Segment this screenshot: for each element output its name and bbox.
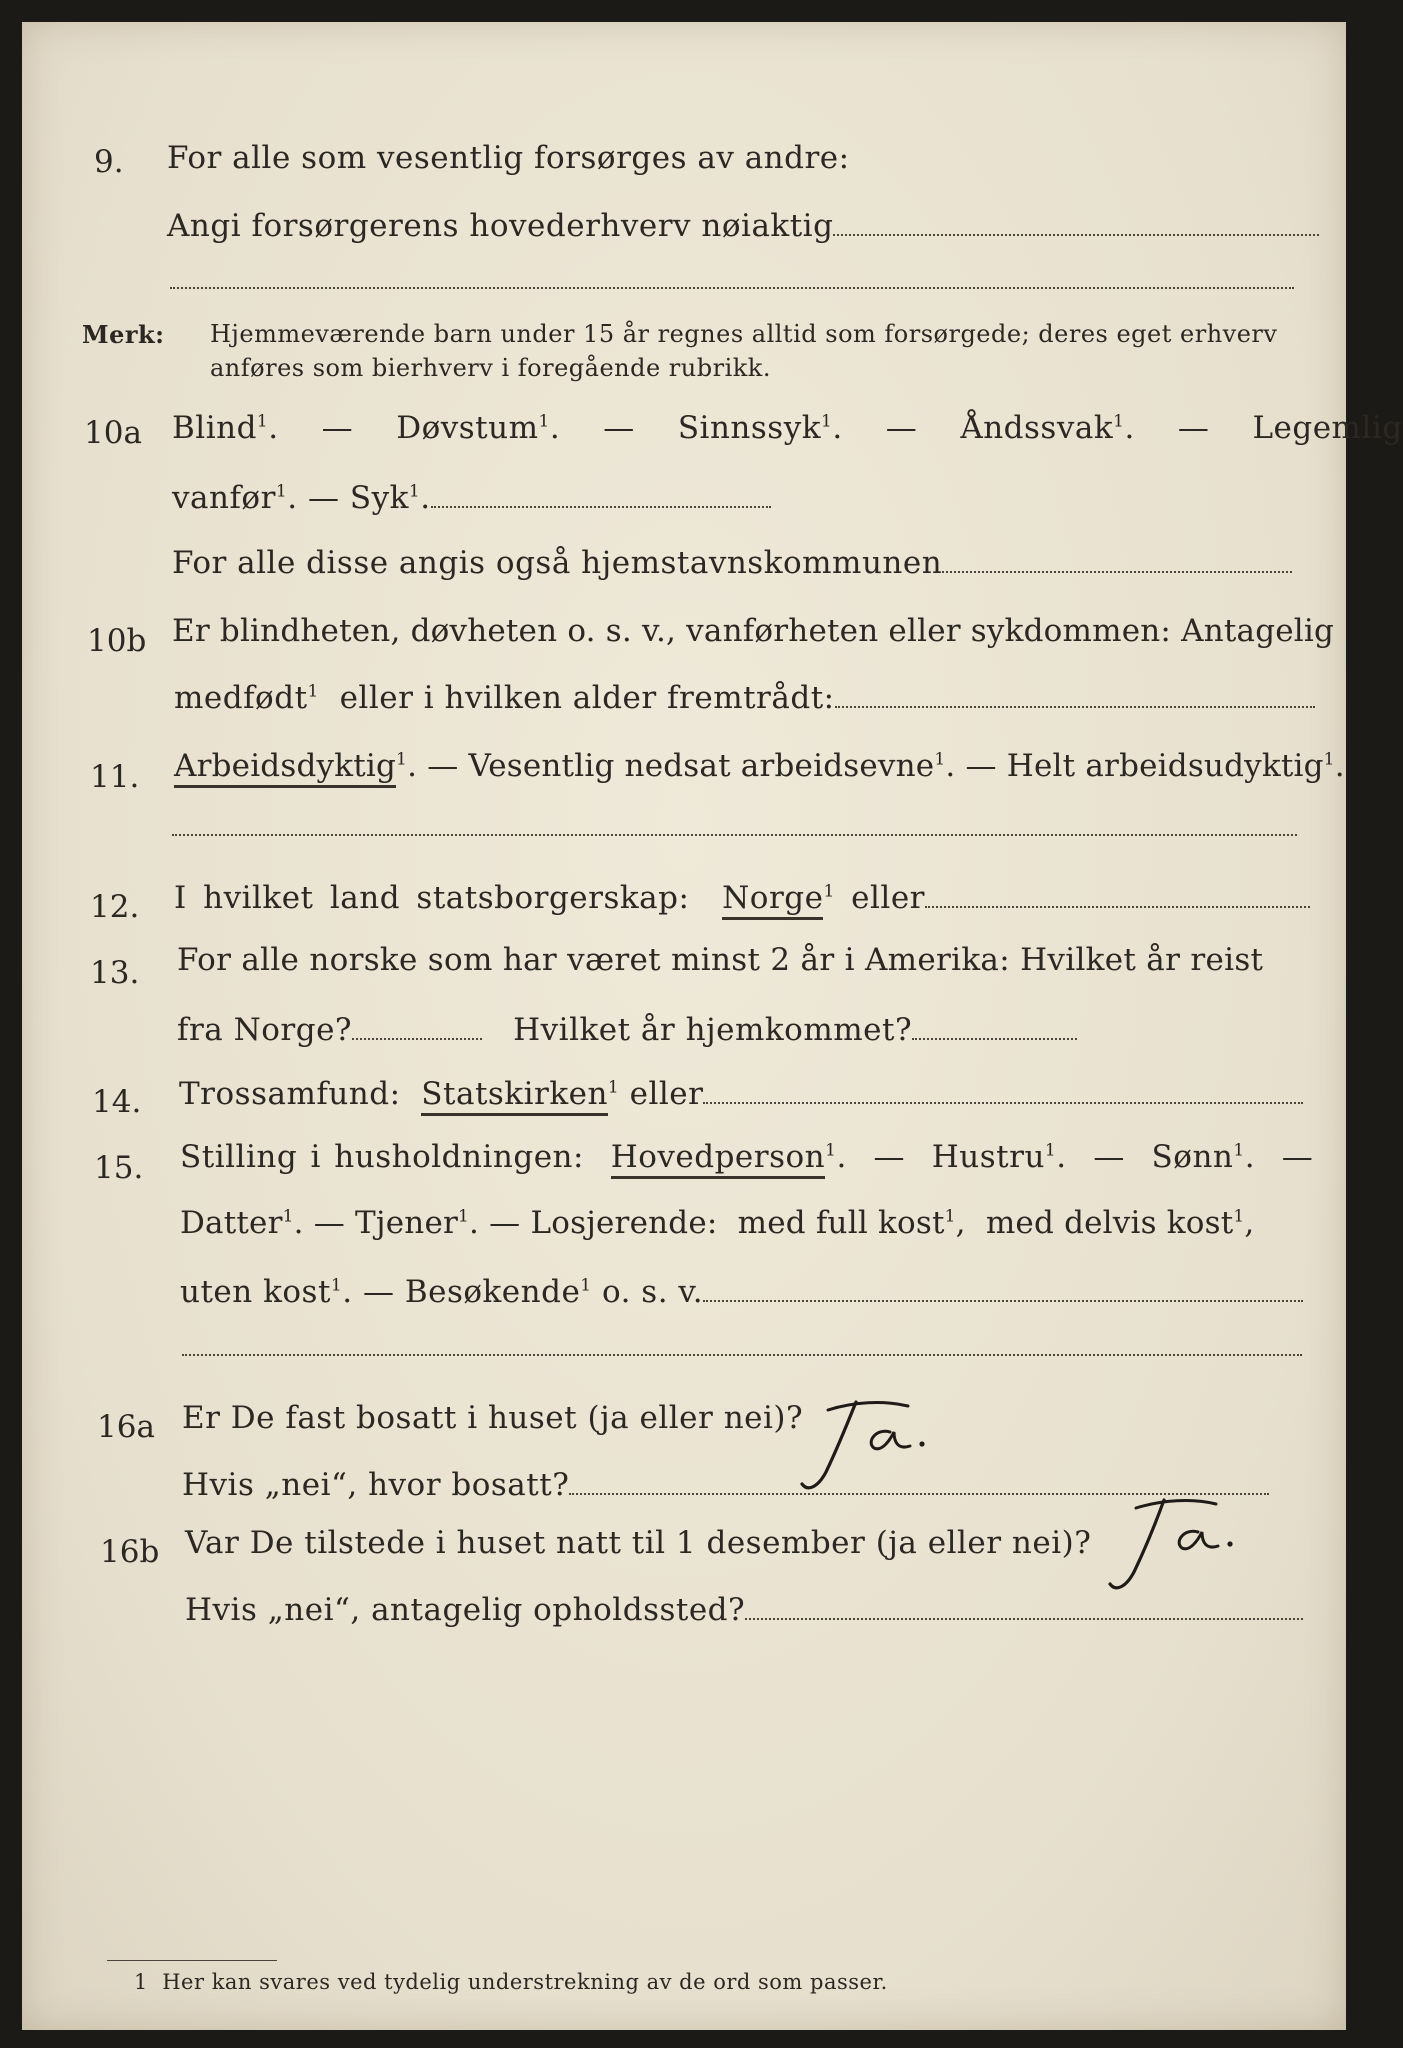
- dash: —: [873, 1139, 906, 1175]
- punct: .: [1334, 748, 1345, 784]
- dash: —: [427, 748, 459, 784]
- footnote-rule: [107, 1960, 277, 1961]
- q9-number: 9.: [94, 144, 124, 180]
- sup: 1: [607, 1077, 620, 1098]
- census-form-page: [22, 22, 1403, 2030]
- opt-norge-underlined: Norge: [722, 880, 823, 920]
- q12-eller: eller: [851, 880, 925, 916]
- punct: .: [469, 1205, 480, 1241]
- sup: 1: [825, 1140, 837, 1161]
- punct: .: [836, 1139, 847, 1175]
- sup: 1: [1044, 1140, 1057, 1161]
- q13-hjemkommet-field: [912, 1038, 1077, 1040]
- q13-reist-label: fra Norge?: [177, 1012, 353, 1048]
- sup: 1: [458, 1206, 470, 1227]
- q10b-number: 10b: [87, 623, 147, 659]
- opt-helt-udyktig: Helt arbeidsudyktig: [1006, 748, 1324, 784]
- q12-line: [174, 880, 1310, 916]
- sup: 1: [256, 411, 269, 432]
- q9-answer-field: [833, 234, 1319, 236]
- opt-losjerende: Losjerende:: [530, 1205, 718, 1241]
- opt-arbeidsdyktig-underlined: Arbeidsdyktig: [174, 748, 396, 788]
- punct: .: [1124, 410, 1135, 446]
- sup: 1: [275, 481, 288, 502]
- dash: —: [603, 410, 635, 446]
- q9-line2: [167, 208, 1319, 244]
- dash: —: [1281, 1139, 1314, 1175]
- merk-line1: Hjemmeværende barn under 15 år regnes alltid som forsørgede; deres eget erhverv: [210, 320, 1278, 348]
- opt-dovstum: Døvstum: [396, 410, 539, 446]
- q11-line1: [174, 748, 1345, 784]
- q16b-line1: [185, 1525, 1091, 1561]
- opt-andssvak: Åndssvak: [960, 410, 1114, 446]
- q15-osv: o. s. v.: [601, 1274, 704, 1310]
- dash: —: [885, 410, 918, 446]
- sup: 1: [821, 411, 833, 432]
- punct: .: [342, 1274, 353, 1310]
- punct: .: [832, 410, 843, 446]
- q16b-handwritten-answer: [1102, 1492, 1282, 1602]
- opt-uten-kost: uten kost: [180, 1274, 331, 1310]
- punct: .: [945, 748, 956, 784]
- q11-answer-line: [172, 834, 1297, 836]
- sup: 1: [408, 481, 421, 502]
- dash: —: [1093, 1139, 1125, 1175]
- q16b-number: 16b: [100, 1534, 160, 1570]
- sup: 1: [538, 411, 550, 432]
- dash: —: [313, 1205, 345, 1241]
- q10a-line3-text: For alle disse angis også hjemstavnskommunen: [172, 545, 943, 581]
- opt-hustru: Hustru: [931, 1139, 1045, 1175]
- sup: 1: [1233, 1140, 1245, 1161]
- opt-statskirken-underlined: Statskirken: [421, 1076, 608, 1116]
- q16a-line1: [182, 1400, 803, 1436]
- punct: .: [268, 410, 279, 446]
- punct: .: [293, 1205, 304, 1241]
- q15-number: 15.: [94, 1150, 144, 1186]
- q16b-question: Var De tilstede i huset natt til 1 desember (ja eller nei)?: [185, 1525, 1092, 1561]
- punct: .: [549, 410, 561, 446]
- q16a-number: 16a: [97, 1409, 155, 1445]
- opt-tjener: Tjener: [355, 1205, 459, 1241]
- sup: 1: [934, 749, 946, 770]
- merk-label: Merk:: [82, 320, 165, 349]
- punct: .: [407, 748, 418, 784]
- q14-number: 14.: [92, 1084, 142, 1120]
- q16a-question: Er De fast bosatt i huset (ja eller nei)?: [182, 1400, 804, 1436]
- q15-line3: [180, 1274, 1303, 1310]
- q10a-hjemstavn-field: [942, 571, 1292, 573]
- sup: 1: [396, 749, 408, 770]
- q10a-answer-field: [431, 506, 771, 508]
- opt-syk: Syk: [349, 480, 409, 516]
- q14-text: Trossamfund:: [179, 1076, 401, 1112]
- q10a-line2: [172, 480, 771, 516]
- punct: .: [1056, 1139, 1067, 1175]
- footnote-text: Her kan svares ved tydelig understrekning av de ord som passer.: [162, 1970, 888, 1994]
- sup: 1: [823, 881, 835, 902]
- sup: 1: [282, 1206, 294, 1227]
- q10b-rest: eller i hvilken alder fremtrådt:: [339, 680, 835, 716]
- dash: —: [362, 1274, 395, 1310]
- q12-text: I hvilket land statsborgerskap:: [174, 880, 690, 916]
- q14-answer-field: [703, 1102, 1303, 1104]
- q15-text: Stilling i husholdningen:: [180, 1139, 584, 1175]
- q13-number: 13.: [90, 955, 140, 991]
- opt-medfodt: medfødt: [174, 680, 308, 716]
- footnote-mark: 1: [134, 1970, 148, 1994]
- q15-line1: [180, 1139, 1313, 1175]
- q16b-line2: [185, 1592, 1303, 1628]
- q10b-answer-field: [835, 706, 1315, 708]
- sup: 1: [580, 1275, 592, 1296]
- dash: —: [965, 748, 997, 784]
- q15-answer-field: [703, 1300, 1303, 1302]
- merk-line2: anføres som bierhverv i foregående rubrikk.: [210, 354, 771, 382]
- footnote: [134, 1970, 888, 1994]
- dash: —: [321, 410, 354, 446]
- sup: 1: [1323, 749, 1335, 770]
- q14-eller: eller: [629, 1076, 704, 1112]
- opt-delvis-kost: med delvis kost: [985, 1205, 1234, 1241]
- sup: 1: [1113, 411, 1125, 432]
- q12-number: 12.: [90, 889, 140, 925]
- q15-answer-line2: [182, 1354, 1302, 1356]
- q16b-hvis-nei: Hvis „nei“, antagelig opholdssted?: [185, 1592, 746, 1628]
- opt-full-kost: med full kost: [737, 1205, 945, 1241]
- dash: —: [1177, 410, 1210, 446]
- q9-line1: For alle som vesentlig forsørges av andre:: [167, 140, 850, 176]
- opt-vanfor: vanfør: [172, 480, 276, 516]
- sup: 1: [330, 1275, 343, 1296]
- sup: 1: [1233, 1206, 1245, 1227]
- q10b-line1: Er blindheten, døvheten o. s. v., vanførheten eller sykdommen: Antagelig: [172, 613, 1335, 649]
- opt-blind: Blind: [172, 410, 257, 446]
- q14-line: [179, 1076, 1303, 1112]
- q10a-line1: [172, 410, 1403, 446]
- opt-datter: Datter: [180, 1205, 283, 1241]
- opt-sonn: Sønn: [1151, 1139, 1234, 1175]
- opt-besokende: Besøkende: [404, 1274, 581, 1310]
- q10a-number: 10a: [84, 415, 142, 451]
- q13-line1: For alle norske som har været minst 2 år i Amerika: Hvilket år reist: [177, 942, 1264, 978]
- opt-legemlig: Legemlig: [1252, 410, 1403, 446]
- punct: .: [287, 480, 298, 516]
- q11-number: 11.: [90, 759, 140, 795]
- q9-answer-line2: [170, 287, 1294, 289]
- punct: .: [420, 480, 431, 516]
- dash: —: [307, 480, 340, 516]
- sup: 1: [944, 1206, 956, 1227]
- q12-answer-field: [925, 906, 1310, 908]
- opt-hovedperson-underlined: Hovedperson: [611, 1139, 825, 1179]
- q13-line2: [177, 1012, 1077, 1048]
- punct: .: [1244, 1139, 1256, 1175]
- q16b-answer-field: [745, 1618, 1303, 1620]
- opt-sinnssyk: Sinnssyk: [677, 410, 822, 446]
- q16a-hvis-nei: Hvis „nei“, hvor bosatt?: [182, 1467, 570, 1503]
- q15-line2: Datter$^1$. — Tjener$^1$. — Losjerende: med full kost$^1$, med delvis kost$^1$,: [180, 1205, 1255, 1241]
- q10b-line2: [174, 680, 1315, 716]
- q13-hjemkommet-label: Hvilket år hjemkommet?: [513, 1012, 913, 1048]
- handwriting-ja-icon: [1102, 1492, 1282, 1602]
- q9-line2-text: Angi forsørgerens hovederhverv nøiaktig: [167, 208, 834, 244]
- q10a-line3: [172, 545, 1292, 581]
- q13-reist-field: [352, 1038, 482, 1040]
- sup: 1: [307, 681, 319, 702]
- opt-vesentlig-nedsat: Vesentlig nedsat arbeidsevne: [468, 748, 935, 784]
- dash: —: [489, 1205, 521, 1241]
